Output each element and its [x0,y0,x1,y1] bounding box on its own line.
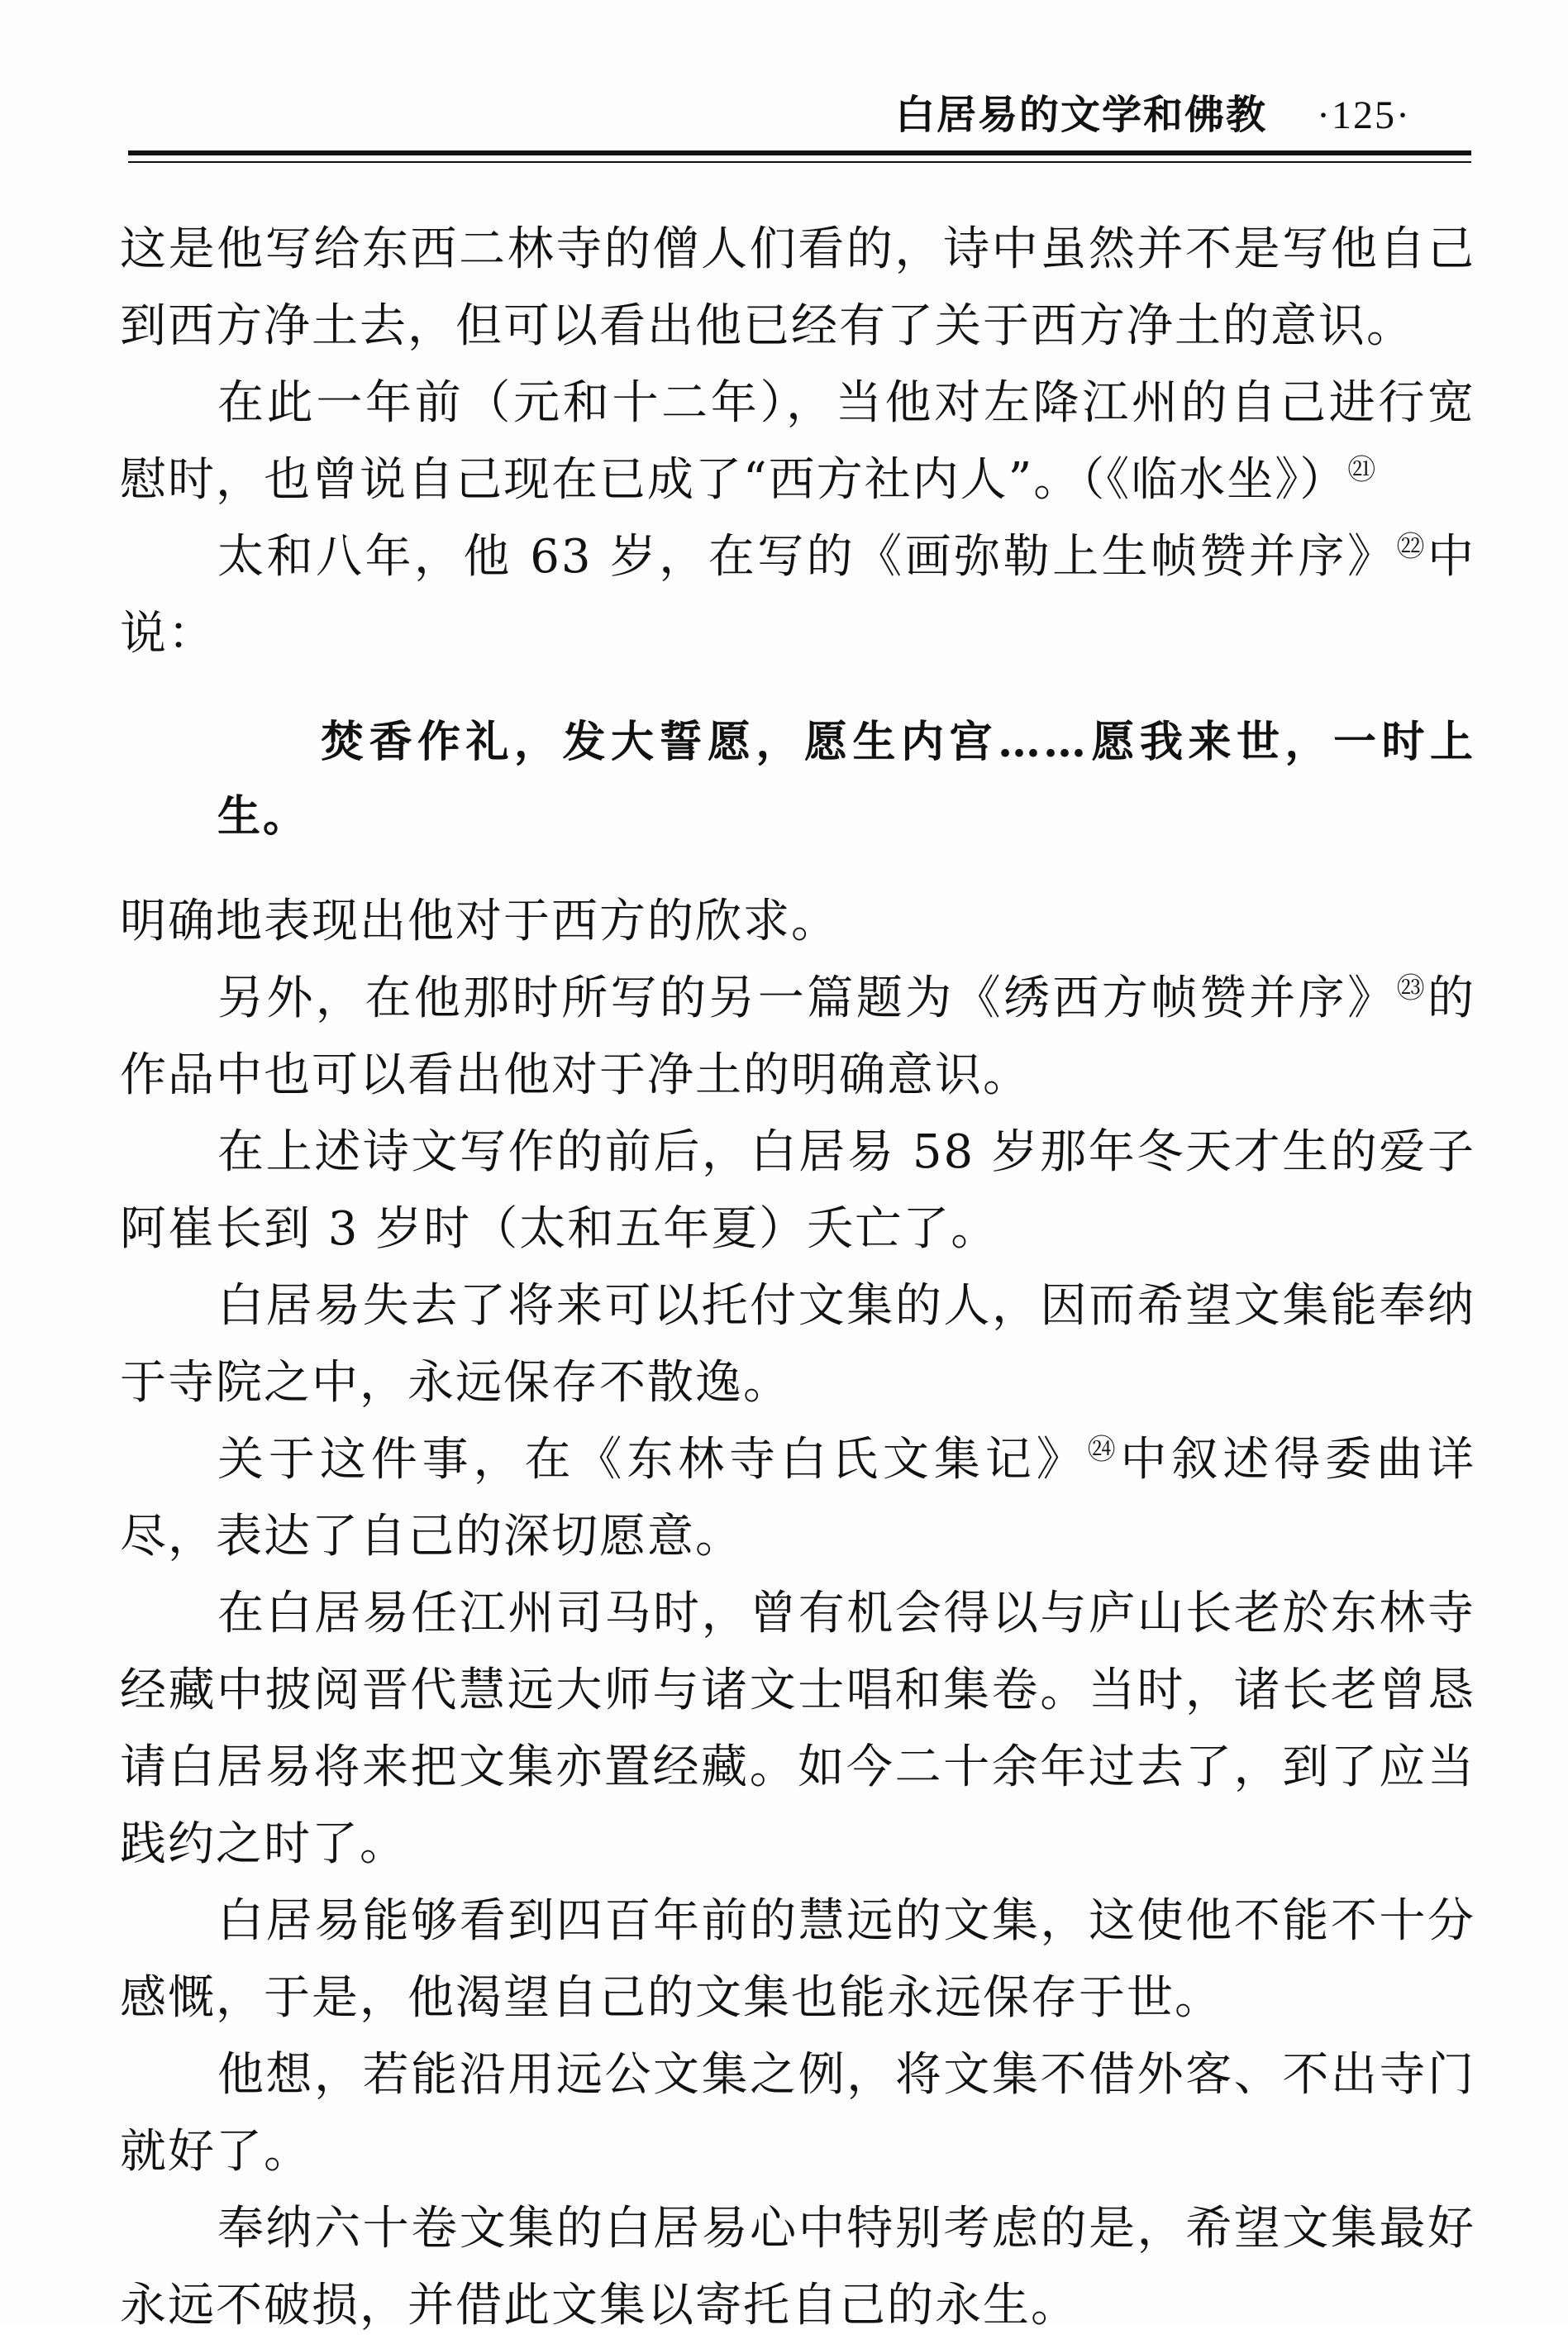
paragraph-9: 在白居易任江州司马时，曾有机会得以与庐山长老於东林寺经藏中披阅晋代慧远大师与诸文士唱和集卷。当时，诸长老曾恳请白居易将来把文集亦置经藏。如今二十余年过去了，到了应当践约之时了。 [120,1587,1475,1871]
paragraph-12: 奉纳六十卷文集的白居易心中特别考虑的是，希望文集最好永远不破损，并借此文集以寄托自己的永生。 [120,2202,1475,2332]
paragraph-4: 明确地表现出他对于西方的欣求。 [120,895,839,948]
paragraph-8-before: 关于这件事，在《东林寺白氏文集记》 [217,1433,1088,1487]
paragraph-8 [120,1421,1475,1575]
paragraph-5-after: 的作品中也可以看出他对于净土的明确意识。 [120,971,1476,1102]
paragraph-3-before: 太和八年，他 63 岁，在写的《画弥勒上生帧赞并序》 [217,530,1397,584]
footnote-ref-24: ㉔ [1087,1433,1121,1467]
paragraph-5-before: 另外，在他那时所写的另一篇题为《绣西方帧赞并序》 [217,971,1397,1025]
page-number: ·125· [1317,93,1411,137]
header-rule-thick [128,150,1471,155]
body-text [120,211,1475,2344]
footnote-ref-22: ㉒ [1396,530,1428,564]
paragraph-7: 白居易失去了将来可以托付文集的人，因而希望文集能奉纳于寺院之中，永远保存不散逸。 [120,1279,1475,1410]
footnote-ref-21: ㉑ [1347,453,1378,487]
block-quote: 焚香作礼，发大誓愿，愿生内宫……愿我来世，一时上生。 [217,717,1475,842]
paragraph-2-text: 在此一年前（元和十二年），当他对左降江州的自己进行宽慰时，也曾说自己现在已成了“西方社内人”。（《临水坐》） [120,376,1475,507]
paragraph-1: 这是他写给东西二林寺的僧人们看的，诗中虽然并不是写他自己到西方净土去，但可以看出他已经有了关于西方净土的意识。 [120,222,1475,353]
paragraph-11: 他想，若能沿用远公文集之例，将文集不借外客、不出寺门就好了。 [120,2048,1475,2179]
paragraph-6: 在上述诗文写作的前后，白居易 58 岁那年冬天才生的爱子阿崔长到 3 岁时（太和五年夏）夭亡了。 [120,1125,1475,1256]
paragraph-3 [120,518,1475,672]
paragraph-5 [120,960,1475,1114]
footnote-ref-23: ㉓ [1396,971,1428,1005]
running-header [895,83,1411,140]
paragraph-2 [120,365,1475,518]
paragraph-3-after: 中说： [120,530,1476,661]
running-header-title: 白居易的文学和佛教 [895,92,1268,138]
paragraph-8-after: 中叙述得委曲详尽，表达了自己的深切愿意。 [120,1433,1476,1563]
header-rule-thin [128,161,1471,163]
paragraph-10: 白居易能够看到四百年前的慧远的文集，这使他不能不十分感慨，于是，他渴望自己的文集也能永远保存于世。 [120,1894,1475,2025]
